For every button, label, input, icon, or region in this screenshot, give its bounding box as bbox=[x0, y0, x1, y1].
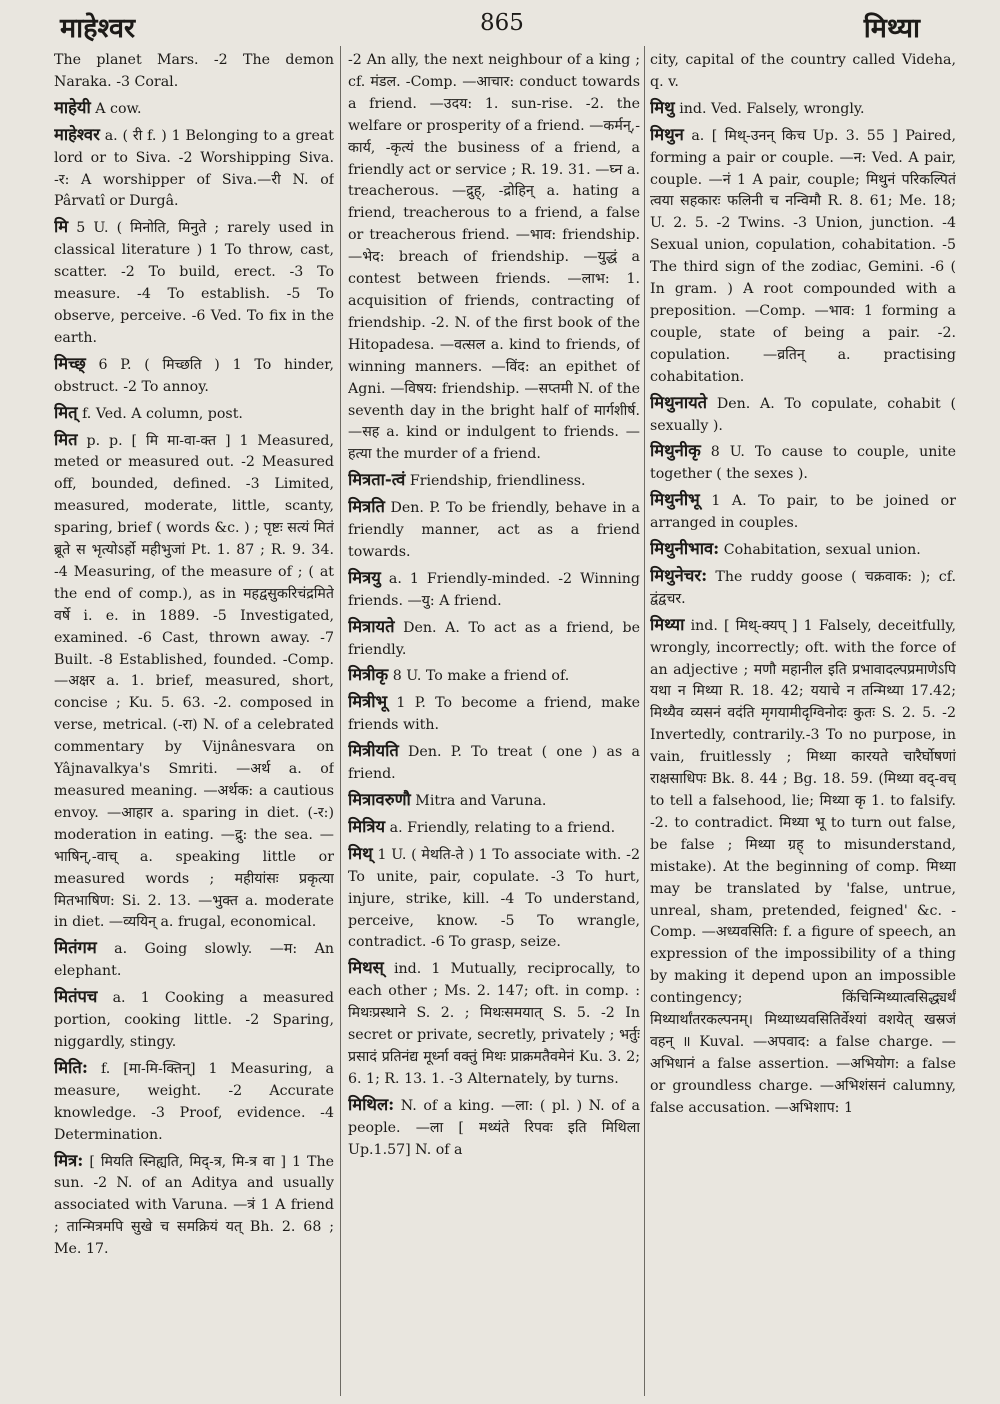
entry-headword: मिथु bbox=[650, 97, 675, 117]
dictionary-entry bbox=[348, 469, 640, 493]
entry-definition: Den. P. To treat ( one ) as a friend. bbox=[348, 744, 640, 783]
entry-definition: 1 U. ( मेथति-ते ) 1 To associate with. -2 To unite, pair, copulate. -3 To hurt, injure, strike, kill. -4 To understand, perceive, know. -5 To wrangle, contradict. -6 To grasp, seize. bbox=[348, 846, 640, 951]
dictionary-entry bbox=[54, 1057, 334, 1147]
right-running-head: मिथ्या bbox=[863, 13, 920, 44]
dictionary-entry bbox=[54, 429, 334, 935]
entry-headword: मिति: bbox=[54, 1057, 88, 1077]
dictionary-entry bbox=[348, 691, 640, 737]
column-divider bbox=[340, 46, 341, 1396]
page-number: 865 bbox=[480, 10, 524, 36]
entry-headword: माहेश्वर bbox=[54, 124, 100, 144]
entry-definition: -2 An ally, the next neighbour of a king ; cf. मंडल. -Comp. —आचार: conduct towards a friend. —उदय: 1. sun-rise. -2. the welfare or prosperity of a friend. —कर्मन्,-कार्य, -कृत्यं the business of a friend, a friendly act or service ; R. 19. 31. —घ्न a. treacherous. —द्रुह्, -द्रोहिन् a. hating a friend, treacherous to a friend, a false or treacherous friend. —भाव: friendship. —भेद: breach of friendship. —युद्धं a contest between friends. —लाभ: 1. acquisition of friends, contracting of friendship. -2. N. of the first book of the Hitopadesa. —वत्सल a. kind to friends, of winning manners. —विंद: an epithet of Agni. —विषय: friendship. —सप्तमी N. of the seventh day in the bright half of मार्गशीर्ष. —सह a. kind or indulgent to friends. —हत्या the murder of a friend. bbox=[348, 52, 640, 463]
dictionary-entry bbox=[650, 440, 956, 486]
entry-definition: 8 U. To make a friend of. bbox=[392, 668, 570, 685]
entry-headword: मित्रायते bbox=[348, 616, 395, 636]
entry-headword: मिथस् bbox=[348, 958, 384, 978]
entry-definition: Den. A. To act as a friend, be friendly. bbox=[348, 619, 640, 658]
entry-definition: Friendship, friendliness. bbox=[409, 473, 586, 490]
entry-definition: A cow. bbox=[95, 100, 142, 117]
dictionary-entry bbox=[650, 565, 956, 611]
dictionary-entry bbox=[54, 50, 334, 94]
entry-headword: मित्रता-त्वं bbox=[348, 470, 406, 490]
entry-definition: 6 P. ( मिच्छति ) 1 To hinder, obstruct. -2 To annoy. bbox=[54, 356, 334, 395]
entry-definition: a. [ मिथ्-उनन् किच Up. 3. 55 ] Paired, forming a pair or couple. —न: Ved. A pair, couple. —नं 1 A pair, couple; मिथुनं परिकल्पितं त्वया सहकारः फलिनी च नन्विमौ R. 8. 61; Me. 18; U. 2. 5. -2 Twins. -3 Union, junction. -4 Sexual union, copulation, cohabitation. -5 The third sign of the zodiac, Gemini. -6 ( In gram. ) A root compounded with a preposition. —Comp. —भाव: 1 forming a couple, state of being a pair. -2. copulation. —व्रतिन् a. practising cohabitation. bbox=[650, 127, 956, 385]
dictionary-entry bbox=[650, 614, 956, 1120]
entry-definition: The planet Mars. -2 The demon Naraka. -3 Coral. bbox=[54, 52, 334, 90]
entry-definition: a. ( री f. ) 1 Belonging to a great lord or to Siva. -2 Worshipping Siva. -र: A worshipper of Siva.—री N. of Pârvatî or Durgâ. bbox=[54, 127, 334, 210]
entry-headword: मित्रयु bbox=[348, 567, 381, 587]
column-1 bbox=[54, 50, 334, 1395]
entry-definition: 1 P. To become a friend, make friends with. bbox=[348, 695, 640, 734]
entry-headword: मि bbox=[54, 217, 69, 237]
entry-definition: ind. 1 Mutually, reciprocally, to each other ; Ms. 2. 147; oft. in comp. : मिथःप्रस्थाने S. 2. ; मिथःसमयात् S. 5. -2 In secret or private, secretly, privately ; भर्तुः प्रसादं प्रतिनंद्य मूर्ध्ना वक्तुं मिथः प्राक्रमतैवमेनं Ku. 3. 2; 6. 1; R. 13. 1. -3 Alternately, by turns. bbox=[348, 961, 640, 1087]
entry-headword: मिथुनेचर: bbox=[650, 565, 708, 585]
entry-definition: The ruddy goose ( चक्रवाक: ); cf. द्वंद्वचर. bbox=[650, 568, 956, 607]
entry-headword: मिथुनीभू bbox=[650, 490, 700, 510]
entry-headword: मित्रीकृ bbox=[348, 665, 389, 685]
dictionary-entry bbox=[348, 789, 640, 813]
dictionary-entry bbox=[54, 124, 334, 214]
dictionary-entry bbox=[650, 124, 956, 389]
entry-definition: a. 1 Friendly-minded. -2 Winning friends. —यु: A friend. bbox=[348, 570, 640, 609]
dictionary-entry bbox=[348, 843, 640, 955]
entry-headword: मित्र: bbox=[54, 1150, 84, 1170]
dictionary-entry bbox=[348, 664, 640, 688]
entry-headword: मिथुन bbox=[650, 124, 684, 144]
dictionary-entry bbox=[650, 50, 956, 94]
entry-definition: Cohabitation, sexual union. bbox=[723, 542, 921, 559]
entry-headword: मित्रीयति bbox=[348, 741, 399, 761]
entry-definition: 8 U. To cause to couple, unite together ( the sexes ). bbox=[650, 444, 956, 483]
entry-definition: f. [मा-मि-क्तिन्] 1 Measuring, a measure, weight. -2 Accurate knowledge. -3 Proof, evidence. -4 Determination. bbox=[54, 1060, 334, 1143]
entry-definition: Mitra and Varuna. bbox=[415, 793, 547, 809]
column-divider bbox=[644, 46, 645, 1396]
entry-definition: a. Going slowly. —म: An elephant. bbox=[54, 941, 334, 980]
entry-definition: city, capital of the country called Videha, q. v. bbox=[650, 52, 956, 90]
entry-headword: मित्रावरुणौ bbox=[348, 790, 411, 809]
entry-definition: 5 U. ( मिनोति, मिनुते ; rarely used in classical literature ) 1 To throw, cast, scatter. -2 To build, erect. -3 To measure. -4 To establish. -5 To observe, perceive. -6 Ved. To fix in the earth. bbox=[54, 220, 334, 346]
entry-headword: मिथुनीकृ bbox=[650, 441, 701, 461]
dictionary-entry bbox=[54, 402, 334, 426]
dictionary-entry bbox=[54, 97, 334, 121]
entry-definition: a. Friendly, relating to a friend. bbox=[389, 819, 616, 836]
entry-headword: मिथुनीभाव: bbox=[650, 539, 720, 559]
dictionary-entry bbox=[54, 353, 334, 399]
dictionary-entry bbox=[348, 616, 640, 662]
dictionary-entry bbox=[650, 538, 956, 562]
column-3 bbox=[650, 50, 956, 1395]
dictionary-entry bbox=[54, 216, 334, 349]
entry-headword: मित् bbox=[54, 402, 78, 422]
entry-headword: मिथ्या bbox=[650, 614, 685, 634]
entry-headword: मितंगम bbox=[54, 938, 97, 958]
entry-headword: मिथुनायते bbox=[650, 392, 708, 412]
dictionary-entry bbox=[348, 50, 640, 466]
entry-definition: ind. [ मिथ्-क्यप् ] 1 Falsely, deceitfully, wrongly, incorrectly; oft. with the force of an adjective ; मणौ महानील इति प्रभावादल्पप्रमाणेऽपि यथा न मिथ्या R. 18. 42; ययाचे न तन्मिथ्या 17.42; मिथ्यैव व्यसनं वदंति मृगयामीदृग्विनोदः कुतः S. 2. 5. -2 Invertedly, contrarily.-3 To no purpose, in vain, fruitlessly ; मिथ्या कारयते चारैर्घोषणां राक्षसाधिपः Bk. 8. 44 ; Bg. 18. 59. (मिथ्या वद्-वच् to tell a falsehood, lie; मिथ्या कृ 1. to falsify. -2. to contradict. मिथ्या भू to turn out false, be false ; मिथ्या ग्रह् to misunderstand, mistake). At the beginning of comp. मिथ्या may be translated by 'false, untrue, unreal, sham, pretended, feigned' &c. -Comp. —अध्यवसिति: f. a figure of speech, an expression of the impossibility of a thing by making it depend upon an impossible contingency; किंचिन्मिथ्यात्वसिद्ध्यर्थं मिथ्यार्थांतरकल्पनम्। मिथ्याध्यवसितिर्वेश्यां वशयेत् खस्रजं वहन् ॥ Kuval. —अपवाद: a false charge. —अभिधानं a false assertion. —अभियोग: a false or groundless charge. —अभिशंसनं calumny, false accusation. —अभिशाप: 1 bbox=[650, 617, 956, 1116]
entry-definition: f. Ved. A column, post. bbox=[82, 405, 243, 422]
dictionary-entry bbox=[650, 489, 956, 535]
dictionary-entry bbox=[348, 567, 640, 613]
entry-definition: Den. P. To be friendly, behave in a friendly manner, act as a friend towards. bbox=[348, 500, 640, 560]
left-running-head: माहेश्वर bbox=[60, 13, 136, 44]
entry-definition: N. of a king. —ला: ( pl. ) N. of a people. —ला [ मथ्यंते रिपवः इति मिथिला Up.1.57] N. of a bbox=[348, 1097, 640, 1158]
entry-definition: [ मियति स्निह्यति, मिद्-त्र, मि-त्र वा ] 1 The sun. -2 N. of an Aditya and usually associated with Varuna. —त्रं 1 A friend ; तान्मित्रमपि सुखे च समक्रियं यत् Bh. 2. 68 ; Me. 17. bbox=[54, 1153, 334, 1258]
page-header bbox=[0, 4, 1000, 44]
dictionary-entry bbox=[54, 1150, 334, 1262]
dictionary-entry bbox=[348, 1094, 640, 1162]
entry-headword: मिथ् bbox=[348, 843, 373, 863]
entry-definition: ind. Ved. Falsely, wrongly. bbox=[679, 100, 865, 117]
dictionary-entry bbox=[348, 496, 640, 564]
dictionary-entry bbox=[348, 816, 640, 840]
entry-definition: a. 1 Cooking a measured portion, cooking little. -2 Sparing, niggardly, stingy. bbox=[54, 990, 334, 1050]
entry-headword: मित bbox=[54, 429, 78, 449]
dictionary-entry bbox=[348, 740, 640, 786]
entry-definition: Den. A. To copulate, cohabit ( sexually ). bbox=[650, 395, 956, 434]
entry-headword: मिथिल: bbox=[348, 1094, 395, 1114]
column-2 bbox=[348, 50, 640, 1395]
dictionary-entry bbox=[650, 97, 956, 121]
entry-headword: मित्रीभू bbox=[348, 692, 388, 712]
dictionary-entry bbox=[348, 957, 640, 1090]
entry-headword: मित्रति bbox=[348, 497, 385, 517]
entry-headword: माहेयी bbox=[54, 97, 91, 117]
dictionary-entry bbox=[650, 392, 956, 438]
entry-headword: मिच्छ् bbox=[54, 353, 86, 373]
entry-definition: p. p. [ मि मा-वा-क्त ] 1 Measured, meted or measured out. -2 Measured off, bounded, defined. -3 Limited, measured, moderate, little, scanty, sparing, brief ( words &c. ) ; पृष्टः सत्यं मितं ब्रूते स भृत्योऽर्हो महीभुजां Pt. 1. 87 ; R. 9. 34. -4 Measuring, of the measure of ; ( at the end of comp.), as in महद्वसुकरिचंद्रमिते वर्षे i. e. in 1889. -5 Investigated, examined. -6 Cast, thrown away. -7 Built. -8 Established, founded. -Comp. —अक्षर a. 1. brief, measured, short, concise ; Ku. 5. 63. -2. composed in verse, metrical. (-रा) N. of a celebrated commentary by Vijnânesvara on Yâjnavalkya's Smriti. —अर्थ a. of measured meaning. —अर्थक: a cautious envoy. —आहार a. sparing in diet. (-र:) moderation in eating. —द्रु: the sea. —भाषिन्,-वाच् a. speaking little or measured words ; महीयांसः प्रकृत्या मितभाषिण: Si. 2. 13. —भुक्त a. moderate in diet. —व्ययिन् a. frugal, economical. bbox=[54, 432, 334, 931]
entry-headword: मित्रिय bbox=[348, 816, 386, 836]
entry-definition: 1 A. To pair, to be joined or arranged in couples. bbox=[650, 493, 956, 532]
entry-headword: मितंपच bbox=[54, 987, 98, 1007]
dictionary-entry bbox=[54, 937, 334, 983]
dictionary-entry bbox=[54, 986, 334, 1054]
